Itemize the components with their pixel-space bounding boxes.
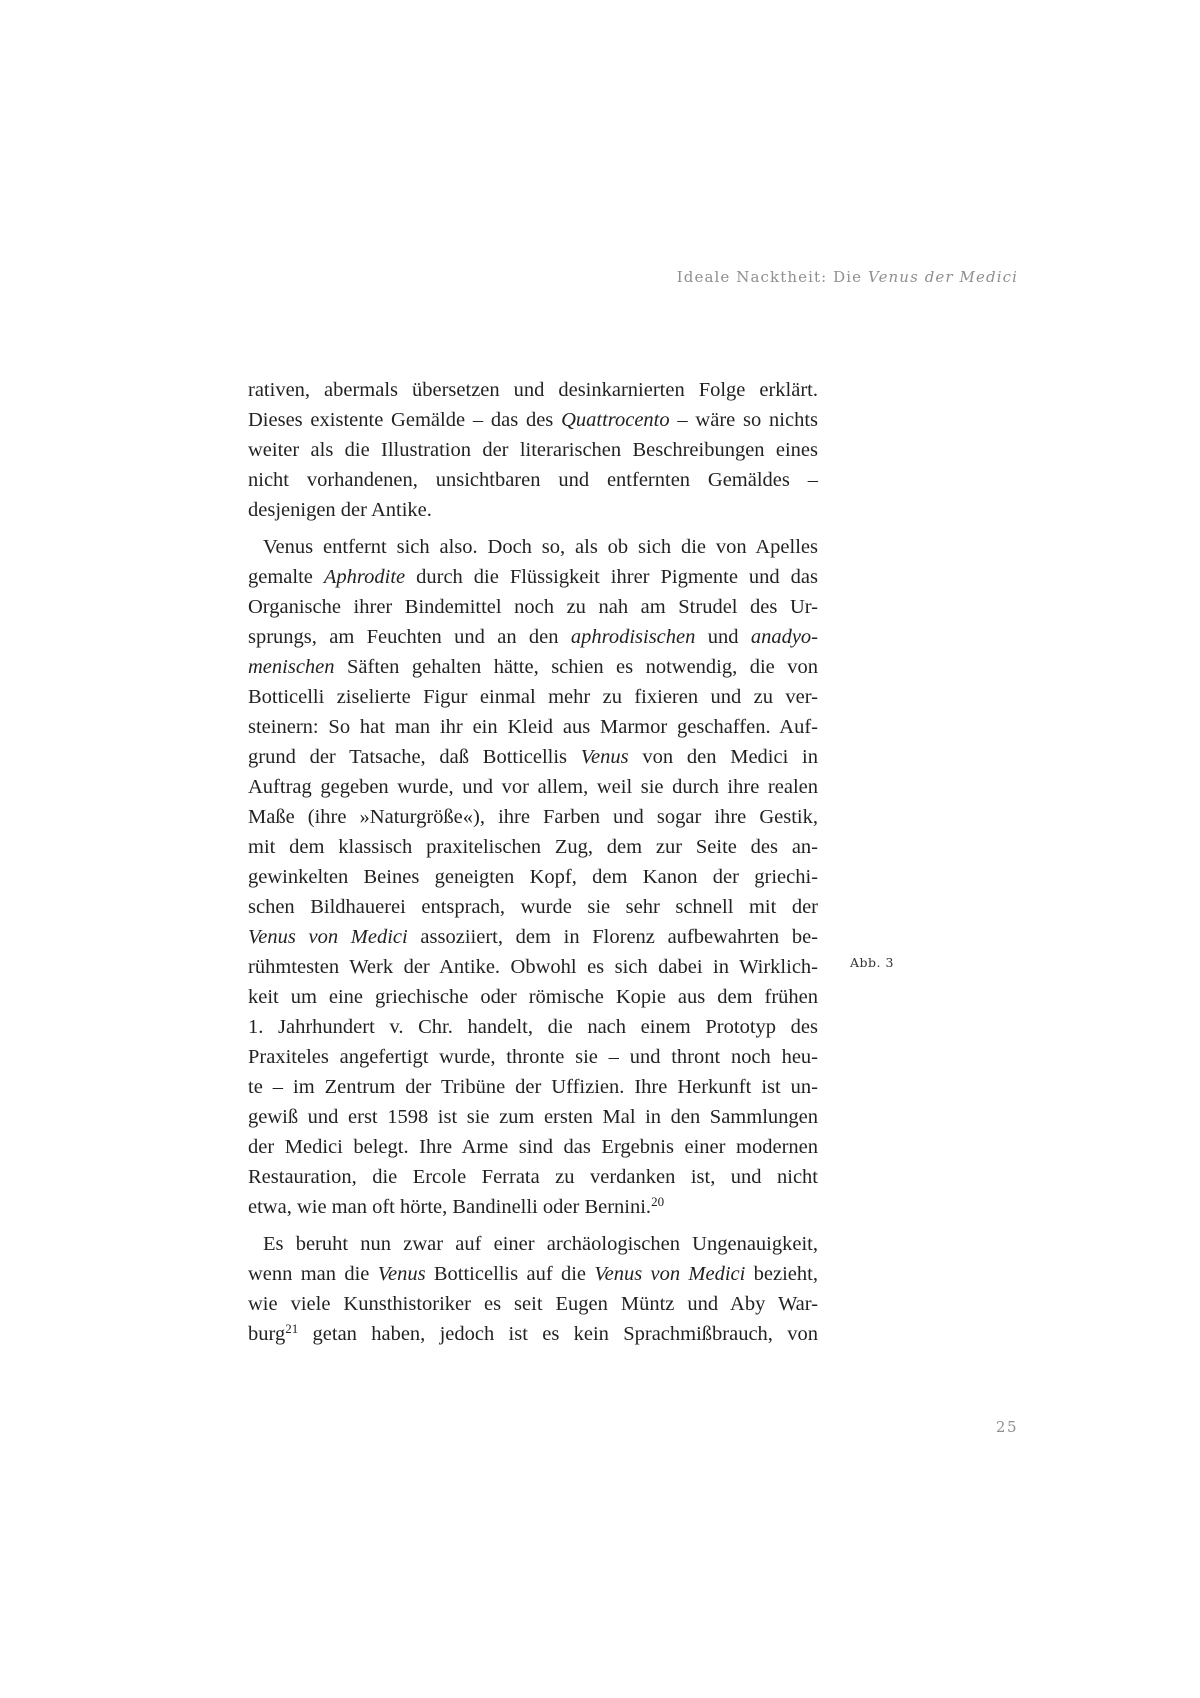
text-line [248, 375, 818, 405]
text-line [248, 495, 818, 525]
text-line [248, 952, 818, 982]
footnote-marker: 20 [651, 1194, 665, 1209]
text-segment: steinern: So hat man ihr ein Kleid aus Marmor geschaffen. Auf- [248, 716, 818, 738]
text-line [248, 1072, 818, 1102]
text-segment: te – im Zentrum der Tribüne der Uffizien. Ihre Herkunft ist un- [248, 1076, 818, 1098]
text-segment: Auftrag gegeben wurde, und vor allem, weil sie durch ihre realen [248, 776, 818, 798]
text-segment: von den Medici in [628, 746, 818, 768]
italic-text: Quattrocento [561, 409, 670, 431]
text-line [248, 405, 818, 435]
text-segment: Restauration, die Ercole Ferrata zu verdanken ist, und nicht [248, 1166, 818, 1188]
text-line [248, 532, 818, 562]
text-segment: und [695, 626, 751, 648]
running-head-prefix: Ideale Nacktheit: Die [676, 268, 869, 286]
text-segment: – wäre so nichts [669, 409, 818, 431]
text-segment: etwa, wie man oft hörte, Bandinelli oder Bernini. [248, 1196, 652, 1218]
text-segment: bezieht, [745, 1263, 818, 1285]
text-line [248, 1012, 818, 1042]
text-line [248, 435, 818, 465]
text-line [248, 862, 818, 892]
italic-text: Venus von Medici [594, 1263, 746, 1285]
text-line [248, 1259, 818, 1289]
body-text [248, 375, 818, 1349]
italic-text: Aphrodite [323, 566, 406, 588]
text-line [248, 622, 818, 652]
text-segment: gewinkelten Beines geneigten Kopf, dem Kanon der griechi- [248, 866, 818, 888]
text-segment: sprungs, am Feuchten und an den [248, 626, 571, 648]
text-segment: assoziiert, dem in Florenz aufbewahrten be- [407, 926, 818, 948]
italic-text: anadyo- [750, 626, 818, 648]
text-line [248, 592, 818, 622]
text-segment: Venus entfernt sich also. Doch so, als ob sich die von Apelles [263, 536, 818, 558]
running-head-title: Venus der Medici [868, 268, 1018, 286]
text-line [248, 1289, 818, 1319]
page-number: 25 [995, 1418, 1018, 1436]
text-segment: 1. Jahrhundert v. Chr. handelt, die nach einem Prototyp des [248, 1016, 818, 1038]
italic-text: Venus [377, 1263, 426, 1285]
text-line [248, 1192, 818, 1222]
text-segment: burg [248, 1323, 286, 1345]
footnote-marker: 21 [285, 1321, 299, 1336]
text-line [248, 1042, 818, 1072]
text-segment: Botticelli ziselierte Figur einmal mehr zu fixieren und zu ver- [248, 686, 818, 708]
text-segment: weiter als die Illustration der literarischen Beschreibungen eines [248, 439, 818, 461]
text-line [248, 892, 818, 922]
text-line [248, 742, 818, 772]
text-segment: schen Bildhauerei entsprach, wurde sie sehr schnell mit der [248, 896, 818, 918]
text-segment: der Medici belegt. Ihre Arme sind das Ergebnis einer modernen [248, 1136, 818, 1158]
text-segment: rativen, abermals übersetzen und desinkarnierten Folge erklärt. [248, 379, 818, 401]
text-segment: desjenigen der Antike. [248, 499, 432, 521]
text-line [248, 712, 818, 742]
italic-text: Venus [580, 746, 629, 768]
text-line [248, 1132, 818, 1162]
text-line [248, 802, 818, 832]
text-segment: keit um eine griechische oder römische Kopie aus dem frühen [248, 986, 818, 1008]
text-segment: Maße (ihre »Naturgröße«), ihre Farben und sogar ihre Gestik, [248, 806, 818, 828]
text-segment: gewiß und erst 1598 ist sie zum ersten Mal in den Sammlungen [248, 1106, 818, 1128]
text-segment: durch die Flüssigkeit ihrer Pigmente und das [405, 566, 819, 588]
text-segment: Es beruht nun zwar auf einer archäologischen Ungenauigkeit, [263, 1233, 818, 1255]
text-line [248, 1319, 818, 1349]
text-line [248, 1162, 818, 1192]
text-segment: nicht vorhandenen, unsichtbaren und entfernten Gemäldes – [248, 469, 818, 491]
text-segment: getan haben, jedoch ist es kein Sprachmißbrauch, von [298, 1323, 818, 1345]
text-line [248, 832, 818, 862]
text-line [248, 682, 818, 712]
italic-text: Venus von Medici [248, 926, 408, 948]
italic-text: menischen [248, 656, 335, 678]
text-line [248, 562, 818, 592]
text-line [248, 465, 818, 495]
text-segment: Säften gehalten hätte, schien es notwendig, die von [334, 656, 818, 678]
text-line [248, 1102, 818, 1132]
text-segment: Organische ihrer Bindemittel noch zu nah am Strudel des Ur- [248, 596, 818, 618]
text-line [248, 982, 818, 1012]
text-line [248, 652, 818, 682]
italic-text: aphrodisischen [570, 626, 696, 648]
text-line [248, 772, 818, 802]
text-segment: Dieses existente Gemälde – das des [248, 409, 562, 431]
text-segment: Praxiteles angefertigt wurde, thronte sie – und thront noch heu- [248, 1046, 818, 1068]
text-segment: gemalte [248, 566, 324, 588]
figure-reference: Abb. 3 [850, 955, 894, 970]
text-segment: Botticellis auf die [425, 1263, 595, 1285]
text-segment: wenn man die [248, 1263, 378, 1285]
text-segment: rühmtesten Werk der Antike. Obwohl es sich dabei in Wirklich- [248, 956, 818, 978]
text-segment: wie viele Kunsthistoriker es seit Eugen Müntz und Aby War- [248, 1293, 818, 1315]
text-line [248, 1229, 818, 1259]
text-line [248, 922, 818, 952]
text-segment: mit dem klassisch praxitelischen Zug, dem zur Seite des an- [248, 836, 818, 858]
running-head [677, 268, 1018, 286]
text-segment: grund der Tatsache, daß Botticellis [248, 746, 581, 768]
